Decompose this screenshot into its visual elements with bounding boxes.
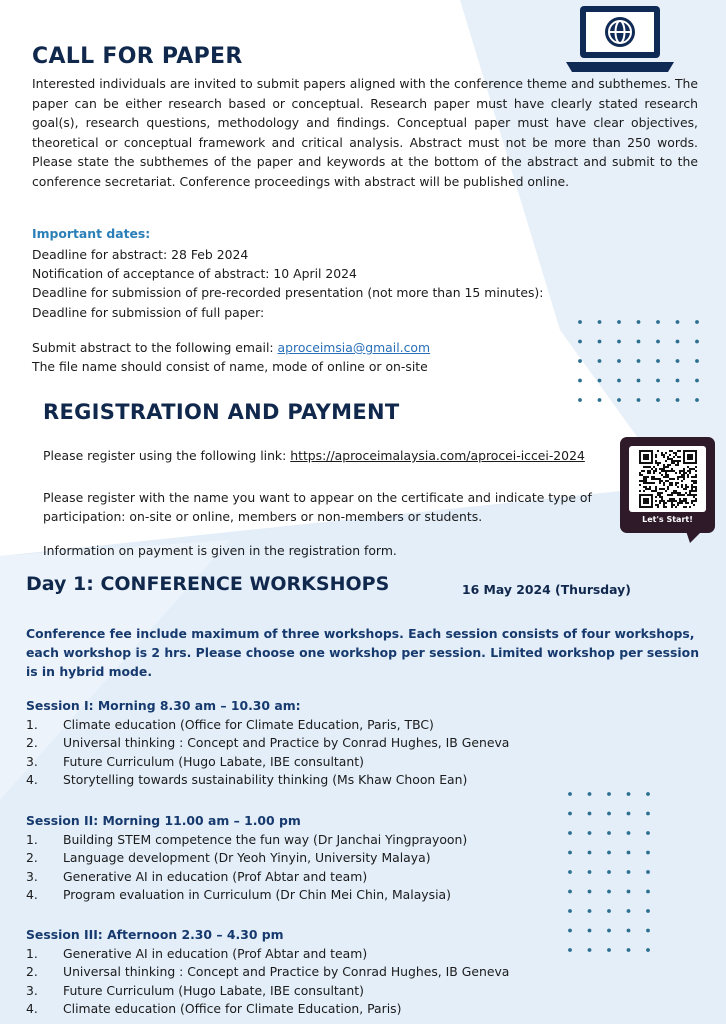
decorative-dot — [588, 831, 592, 835]
day1-title: Day 1: CONFERENCE WORKSHOPS — [26, 573, 390, 595]
decorative-dot — [568, 929, 572, 933]
item-text: Language development (Dr Yeoh Yinyin, University Malaya) — [63, 850, 431, 866]
decorative-dot — [607, 831, 611, 835]
decorative-dot — [568, 812, 572, 816]
decorative-dot — [578, 340, 582, 344]
decorative-dot — [627, 812, 631, 816]
decorative-dot — [568, 909, 572, 913]
qr-code-card[interactable] — [620, 437, 715, 533]
decorative-dot — [637, 398, 641, 402]
speech-tail-icon — [686, 531, 702, 543]
item-text: Climate education (Office for Climate Education, Paris, TBC) — [63, 717, 434, 732]
item-text: Future Curriculum (Hugo Labate, IBE consultant) — [63, 753, 364, 769]
decorative-dot — [676, 340, 680, 344]
list-item — [26, 1000, 509, 1018]
decorative-dot — [607, 870, 611, 874]
file-name-note: The file name should consist of name, mode of online or on-site — [32, 359, 428, 375]
decorative-dot — [646, 831, 650, 835]
qr-code-frame — [629, 446, 706, 512]
date-abstract-deadline: Deadline for abstract: 28 Feb 2024 — [32, 247, 249, 262]
item-text: Generative AI in education (Prof Abtar and team) — [63, 946, 368, 961]
decorative-dot — [676, 398, 680, 402]
decorative-dot — [637, 340, 641, 344]
item-text: Program evaluation in Curriculum (Dr Chin Mei Chin, Malaysia) — [63, 886, 451, 902]
session-2-list — [26, 831, 467, 904]
decorative-dot — [588, 870, 592, 874]
list-item — [26, 734, 509, 752]
decorative-dot — [617, 320, 621, 324]
decorative-dot — [617, 340, 621, 344]
decorative-dot — [695, 398, 699, 402]
decorative-dot — [568, 831, 572, 835]
decorative-dot — [646, 812, 650, 816]
decorative-dot — [588, 812, 592, 816]
decorative-dot — [568, 890, 572, 894]
decorative-dot — [646, 792, 650, 796]
decorative-dot — [607, 812, 611, 816]
conference-fee-note: Conference fee include maximum of three workshops. Each session consists of four workshops, each workshop is 2 hrs. Please choose one workshop per session. Limited workshop per session is in hybrid mode. — [26, 626, 700, 679]
decorative-dot — [656, 359, 660, 363]
decorative-dot — [568, 792, 572, 796]
decorative-dot — [588, 851, 592, 855]
decorative-dot — [627, 851, 631, 855]
day1-date: 16 May 2024 (Thursday) — [462, 582, 631, 597]
list-item — [26, 831, 467, 849]
date-full-paper-deadline: Deadline for submission of full paper: — [32, 304, 265, 320]
decorative-dot — [588, 792, 592, 796]
item-number: 3. — [26, 868, 38, 884]
session-3-list — [26, 945, 509, 1018]
decorative-dot — [646, 890, 650, 894]
decorative-dot — [627, 870, 631, 874]
submission-info — [32, 338, 430, 376]
decorative-dot — [588, 948, 592, 952]
date-acceptance-notification: Notification of acceptance of abstract: 10 April 2024 — [32, 266, 357, 282]
list-item — [26, 849, 467, 867]
decorative-dot — [598, 379, 602, 383]
decorative-dot — [627, 792, 631, 796]
list-item — [26, 886, 467, 904]
call-for-paper-title: CALL FOR PAPER — [32, 44, 243, 69]
decorative-dot — [637, 320, 641, 324]
item-number: 2. — [26, 850, 38, 866]
item-number: 3. — [26, 753, 38, 769]
list-item — [26, 868, 467, 886]
item-text: Universal thinking : Concept and Practice by Conrad Hughes, IB Geneva — [63, 964, 510, 980]
decorative-dot — [568, 948, 572, 952]
decorative-dot — [656, 340, 660, 344]
decorative-dot — [588, 890, 592, 894]
item-text: Generative AI in education (Prof Abtar and team) — [63, 868, 368, 884]
decorative-dot — [656, 320, 660, 324]
list-item — [26, 982, 509, 1000]
list-item — [26, 753, 509, 771]
item-text: Universal thinking : Concept and Practice by Conrad Hughes, IB Geneva — [63, 735, 510, 751]
registration-link-prefix: Please register using the following link: — [43, 448, 291, 463]
decorative-dot — [637, 359, 641, 363]
decorative-dot — [676, 379, 680, 383]
item-number: 1. — [26, 946, 38, 961]
decorative-dot — [646, 870, 650, 874]
item-number: 4. — [26, 886, 38, 902]
decorative-dot — [607, 851, 611, 855]
decorative-dot — [695, 359, 699, 363]
decorative-dot — [588, 929, 592, 933]
decorative-dot — [627, 948, 631, 952]
decorative-dot — [598, 320, 602, 324]
item-number: 4. — [26, 771, 38, 787]
decorative-dot — [627, 890, 631, 894]
item-text: Building STEM competence the fun way (Dr Janchai Yingprayoon) — [63, 832, 468, 847]
decorative-dot — [588, 909, 592, 913]
decorative-dot — [607, 948, 611, 952]
decorative-dot — [627, 831, 631, 835]
submit-email-prefix: Submit abstract to the following email: — [32, 340, 278, 355]
list-item — [26, 716, 509, 734]
decorative-dot — [646, 909, 650, 913]
laptop-globe-icon — [564, 4, 676, 76]
decorative-dot — [627, 909, 631, 913]
session-1-title: Session I: Morning 8.30 am – 10.30 am: — [26, 698, 301, 713]
decorative-dot — [617, 398, 621, 402]
decorative-dot — [695, 320, 699, 324]
decorative-dot — [578, 379, 582, 383]
decorative-dot — [578, 359, 582, 363]
important-dates-list — [32, 245, 543, 322]
decorative-dot — [578, 320, 582, 324]
decorative-dot — [656, 398, 660, 402]
date-presentation-deadline: Deadline for submission of pre-recorded presentation (not more than 15 minutes): — [32, 285, 544, 301]
decorative-dot — [695, 340, 699, 344]
registration-title: REGISTRATION AND PAYMENT — [43, 400, 400, 424]
important-dates-heading: Important dates: — [32, 226, 151, 241]
session-1-list — [26, 716, 509, 789]
secretariat-email-link[interactable]: aproceimsia@gmail.com — [277, 340, 431, 355]
decorative-dot — [598, 359, 602, 363]
decorative-dot — [646, 929, 650, 933]
list-item — [26, 963, 509, 981]
item-text: Storytelling towards sustainability thinking (Ms Khaw Choon Ean) — [63, 771, 468, 787]
item-number: 2. — [26, 964, 38, 980]
item-number: 4. — [26, 1000, 38, 1016]
decorative-dot — [578, 398, 582, 402]
decorative-dot — [695, 379, 699, 383]
decorative-dot-grid-top — [576, 318, 726, 418]
decorative-dot — [627, 929, 631, 933]
decorative-dot — [617, 359, 621, 363]
decorative-dot — [656, 379, 660, 383]
decorative-dot — [617, 379, 621, 383]
decorative-dot-grid-bottom — [566, 790, 666, 960]
decorative-dot — [607, 929, 611, 933]
decorative-dot — [568, 870, 572, 874]
decorative-dot — [676, 359, 680, 363]
decorative-dot — [598, 398, 602, 402]
decorative-dot — [598, 340, 602, 344]
qr-code-icon — [639, 450, 697, 508]
qr-label: Let's Start! — [642, 515, 693, 524]
decorative-dot — [568, 851, 572, 855]
call-for-paper-body: Interested individuals are invited to submit papers aligned with the conference theme and subthemes. The paper can be either research based or conceptual. Research paper must have clearly stated research goal(s), research questions, methodology and findings. Conceptual paper must have clear objectives, theoretical or conceptual framework and critical analysis. Abstract must not be more than 250 words. Please state the subthemes of the paper and keywords at the bottom of the abstract and submit to the conference secretariat. Conference proceedings with abstract will be published online. — [32, 76, 698, 189]
item-number: 2. — [26, 735, 38, 751]
decorative-dot — [637, 379, 641, 383]
item-number: 3. — [26, 982, 38, 998]
registration-link[interactable]: https://aproceimalaysia.com/aprocei-iccei-2024 — [290, 448, 585, 463]
submit-email-line — [32, 338, 430, 357]
item-text: Climate education (Office for Climate Education, Paris) — [63, 1000, 402, 1016]
item-text: Future Curriculum (Hugo Labate, IBE consultant) — [63, 982, 364, 998]
decorative-dot — [607, 890, 611, 894]
decorative-dot — [607, 792, 611, 796]
list-item — [26, 771, 509, 789]
decorative-dot — [607, 909, 611, 913]
list-item — [26, 945, 509, 963]
item-number: 1. — [26, 717, 38, 732]
certificate-note: Please register with the name you want to appear on the certificate and indicate type of participation: on-site or online, members or non-members or students. — [43, 490, 592, 525]
session-3-title: Session III: Afternoon 2.30 – 4.30 pm — [26, 927, 284, 942]
item-number: 1. — [26, 832, 38, 847]
registration-link-line — [43, 446, 623, 465]
decorative-dot — [646, 948, 650, 952]
payment-note: Information on payment is given in the registration form. — [43, 543, 397, 558]
decorative-dot — [676, 320, 680, 324]
session-2-title: Session II: Morning 11.00 am – 1.00 pm — [26, 813, 301, 828]
decorative-dot — [646, 851, 650, 855]
